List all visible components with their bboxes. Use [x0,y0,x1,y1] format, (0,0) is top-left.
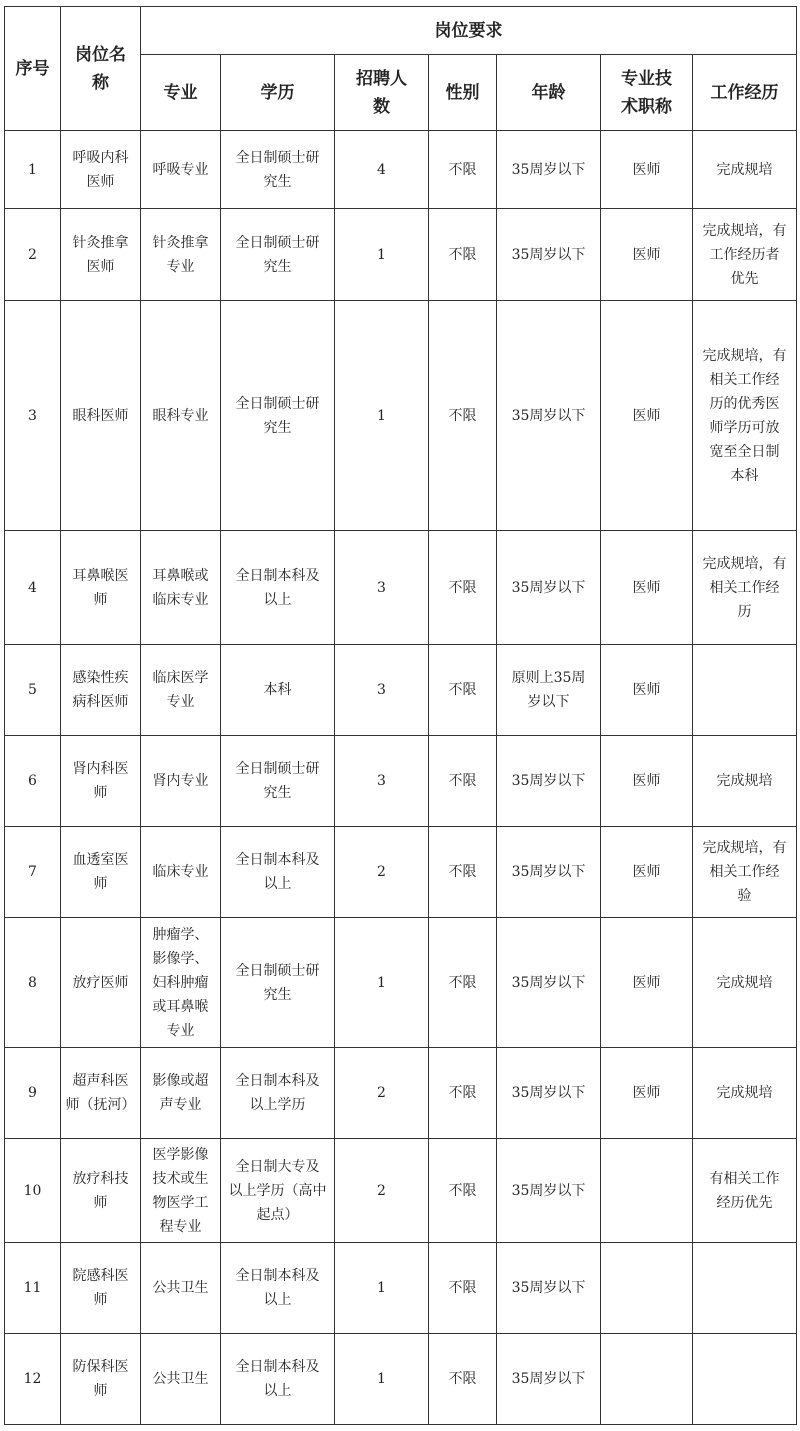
cell-headcount [335,918,429,1048]
cell-age-text: 35周岁以下 [511,1085,586,1101]
cell-position [61,645,141,736]
cell-seq-text: 6 [28,773,37,789]
cell-headcount [335,1048,429,1139]
cell-major [141,531,221,645]
cell-headcount-text: 3 [377,682,386,698]
cell-age [497,301,601,531]
cell-headcount-text: 2 [377,1085,386,1101]
cell-experience-text: 完成规培 [716,161,773,178]
cell-major-text: 呼吸专业 [152,161,209,178]
cell-seq-text: 11 [23,1280,42,1296]
cell-title [601,918,693,1048]
cell-age [497,531,601,645]
cell-major [141,209,221,301]
cell-headcount [335,1243,429,1334]
cell-position [61,209,141,301]
cell-headcount [335,1334,429,1425]
cell-seq-text: 4 [28,579,37,596]
cell-age [497,1048,601,1139]
cell-experience [693,209,797,301]
cell-position-text: 肾内科医 师 [72,761,129,801]
cell-seq [5,1139,61,1243]
cell-position-text: 血透室医 师 [72,852,129,892]
cell-seq-text: 10 [23,1182,42,1199]
cell-title-text: 医师 [632,1085,661,1101]
cell-gender [429,209,497,301]
cell-education-text: 全日制本科及 以上 [235,1359,320,1399]
cell-major-text: 耳鼻喉或 临床专业 [152,567,209,608]
cell-age-text: 35周岁以下 [511,407,586,424]
cell-seq [5,209,61,301]
cell-position-text: 放疗科技 师 [72,1170,129,1211]
cell-headcount-text: 2 [377,864,386,880]
cell-seq-text: 7 [28,864,37,880]
cell-major [141,827,221,918]
cell-major-text: 肾内专业 [152,773,209,789]
cell-position [61,918,141,1048]
cell-position [61,1048,141,1139]
cell-major [141,918,221,1048]
cell-headcount-text: 1 [377,974,386,991]
cell-headcount-text: 2 [377,1182,386,1199]
cell-headcount-text: 1 [377,407,386,424]
cell-headcount-text: 1 [377,246,386,263]
cell-seq [5,301,61,531]
cell-title [601,827,693,918]
cell-age-text: 35周岁以下 [511,1182,586,1199]
cell-major [141,1243,221,1334]
cell-major-text: 影像或超 声专业 [152,1073,209,1113]
table-row [5,1334,797,1425]
cell-gender-text: 不限 [448,1371,477,1387]
cell-headcount [335,1139,429,1243]
recruitment-table [4,6,797,1425]
cell-position [61,131,141,209]
cell-education-text: 全日制本科及 以上 [235,1268,320,1308]
cell-position [61,1334,141,1425]
cell-experience [693,1243,797,1334]
cell-headcount [335,209,429,301]
cell-gender [429,531,497,645]
cell-gender-text: 不限 [448,773,477,789]
cell-title [601,736,693,827]
cell-education [221,531,335,645]
cell-title [601,645,693,736]
cell-seq [5,645,61,736]
header-education: 学历 [221,55,335,131]
cell-education [221,1243,335,1334]
cell-experience [693,827,797,918]
cell-experience-text: 完成规培，有 相关工作经 验 [702,840,787,904]
cell-title [601,531,693,645]
cell-major-text: 临床医学 专业 [152,670,209,710]
cell-education-text: 全日制硕士研 究生 [235,234,320,275]
cell-age-text: 35周岁以下 [511,773,586,789]
cell-title-text: 医师 [632,579,661,596]
table-row [5,1048,797,1139]
cell-experience-text: 完成规培，有 相关工作经 历 [702,555,787,620]
cell-gender-text: 不限 [448,864,477,880]
cell-age [497,736,601,827]
cell-education [221,131,335,209]
cell-headcount-text: 3 [377,773,386,789]
cell-age-text: 35周岁以下 [511,1280,586,1296]
cell-gender [429,918,497,1048]
cell-age-text: 35周岁以下 [511,974,586,991]
cell-title [601,131,693,209]
cell-experience [693,1139,797,1243]
header-age: 年龄 [497,55,601,131]
cell-education-text: 全日制硕士研 究生 [235,395,320,436]
cell-gender [429,1243,497,1334]
cell-headcount [335,531,429,645]
cell-title [601,1139,693,1243]
cell-gender [429,301,497,531]
cell-headcount [335,736,429,827]
cell-title-text: 医师 [632,246,661,263]
cell-age [497,645,601,736]
cell-position-text: 呼吸内科 医师 [72,149,129,190]
cell-headcount-text: 3 [377,579,386,596]
cell-experience-text: 完成规培，有 相关工作经 历的优秀医 师学历可放 宽至全日制 本科 [702,347,787,484]
cell-age-text: 35周岁以下 [511,1371,586,1387]
cell-seq-text: 1 [28,161,37,178]
cell-title [601,1334,693,1425]
cell-major-text: 医学影像 技术或生 物医学工 程专业 [152,1146,209,1235]
header-position: 岗位名 称 [61,7,141,131]
table-row [5,645,797,736]
cell-gender [429,736,497,827]
cell-education-text: 全日制硕士研 究生 [235,962,320,1003]
table-row [5,131,797,209]
cell-gender [429,1048,497,1139]
cell-major-text: 公共卫生 [152,1280,209,1296]
cell-title [601,1243,693,1334]
cell-education [221,1334,335,1425]
cell-gender-text: 不限 [448,1085,477,1101]
cell-position-text: 眼科医师 [72,407,129,424]
cell-gender [429,827,497,918]
cell-education-text: 全日制本科及 以上 [235,852,320,892]
cell-title-text: 医师 [632,864,661,880]
table-row [5,1243,797,1334]
cell-major [141,736,221,827]
header-experience: 工作经历 [693,55,797,131]
cell-major [141,301,221,531]
cell-education [221,301,335,531]
header-title: 专业技 术职称 [601,55,693,131]
cell-experience-text: 完成规培 [716,974,773,991]
cell-major [141,645,221,736]
cell-experience-text: 有相关工作 经历优先 [709,1170,780,1211]
cell-age [497,131,601,209]
cell-education-text: 全日制大专及 以上学历（高中 起点） [228,1158,327,1223]
cell-position-text: 感染性疾 病科医师 [72,670,129,710]
cell-age [497,1139,601,1243]
cell-position-text: 针灸推拿 医师 [72,234,129,275]
cell-experience [693,531,797,645]
cell-title [601,301,693,531]
cell-position-text: 院感科医 师 [72,1268,129,1308]
cell-title-text: 医师 [632,974,661,991]
cell-experience-text: 完成规培，有 工作经历者 优先 [702,222,787,287]
cell-title [601,1048,693,1139]
cell-headcount [335,301,429,531]
cell-seq [5,1334,61,1425]
cell-title-text: 医师 [632,407,661,424]
cell-position-text: 防保科医 师 [72,1359,129,1399]
cell-seq [5,131,61,209]
cell-headcount-text: 1 [377,1371,386,1387]
cell-experience-text: 完成规培 [716,1085,773,1101]
cell-experience [693,131,797,209]
cell-seq-text: 3 [28,407,37,424]
header-gender: 性别 [429,55,497,131]
header-major: 专业 [141,55,221,131]
cell-experience [693,301,797,531]
cell-education [221,209,335,301]
cell-seq-text: 5 [28,682,37,698]
cell-seq [5,531,61,645]
cell-title-text: 医师 [632,682,661,698]
cell-position-text: 放疗医师 [72,974,129,991]
cell-headcount-text: 1 [377,1280,386,1296]
cell-age [497,918,601,1048]
cell-education [221,645,335,736]
cell-title-text: 医师 [632,161,661,178]
cell-major-text: 针灸推拿 专业 [152,234,209,275]
cell-gender-text: 不限 [448,682,477,698]
cell-age [497,1243,601,1334]
cell-major [141,1048,221,1139]
cell-gender-text: 不限 [448,407,477,424]
cell-gender-text: 不限 [448,161,477,178]
cell-age [497,827,601,918]
cell-age-text: 35周岁以下 [511,579,586,596]
cell-seq [5,827,61,918]
cell-position [61,531,141,645]
cell-experience-text: 完成规培 [716,773,773,789]
cell-experience [693,918,797,1048]
cell-position-text: 超声科医 师（抚河） [65,1073,136,1113]
header-requirements: 岗位要求 [141,7,797,55]
table-row [5,531,797,645]
cell-seq-text: 8 [28,974,37,991]
cell-education [221,1048,335,1139]
cell-age-text: 35周岁以下 [511,864,586,880]
cell-headcount [335,645,429,736]
cell-position-text: 耳鼻喉医 师 [72,567,129,608]
cell-gender-text: 不限 [448,246,477,263]
table-row [5,301,797,531]
cell-major [141,1139,221,1243]
cell-major [141,1334,221,1425]
cell-education [221,1139,335,1243]
cell-experience [693,1048,797,1139]
cell-headcount-text: 4 [377,161,386,178]
header-headcount: 招聘人 数 [335,55,429,131]
cell-gender [429,131,497,209]
cell-age [497,209,601,301]
cell-gender-text: 不限 [448,1182,477,1199]
cell-seq [5,918,61,1048]
cell-seq-text: 2 [28,246,37,263]
cell-headcount [335,131,429,209]
table-row [5,827,797,918]
cell-education-text: 全日制硕士研 究生 [235,149,320,190]
table-row [5,918,797,1048]
cell-major-text: 公共卫生 [152,1371,209,1387]
cell-education [221,827,335,918]
cell-education [221,918,335,1048]
cell-education-text: 全日制本科及 以上学历 [235,1073,320,1113]
table-row [5,209,797,301]
cell-gender-text: 不限 [448,1280,477,1296]
cell-headcount [335,827,429,918]
cell-age-text: 原则上35周 岁以下 [511,670,586,710]
cell-education-text: 全日制硕士研 究生 [235,761,320,801]
cell-major-text: 临床专业 [152,864,209,880]
cell-education [221,736,335,827]
cell-age-text: 35周岁以下 [511,161,586,178]
cell-position [61,736,141,827]
cell-seq [5,1048,61,1139]
cell-gender [429,1334,497,1425]
cell-position [61,1139,141,1243]
cell-age-text: 35周岁以下 [511,246,586,263]
cell-experience [693,1334,797,1425]
cell-seq-text: 9 [28,1085,37,1101]
cell-position [61,301,141,531]
header-seq: 序号 [5,7,61,131]
cell-seq [5,736,61,827]
cell-gender [429,645,497,736]
cell-major-text: 眼科专业 [152,407,209,424]
cell-title-text: 医师 [632,773,661,789]
cell-seq-text: 12 [23,1371,42,1387]
cell-position [61,1243,141,1334]
cell-gender [429,1139,497,1243]
cell-gender-text: 不限 [448,974,477,991]
cell-gender-text: 不限 [448,579,477,596]
cell-experience [693,645,797,736]
cell-seq [5,1243,61,1334]
cell-education-text: 本科 [263,682,292,698]
table-row [5,1139,797,1243]
cell-major [141,131,221,209]
cell-title [601,209,693,301]
cell-age [497,1334,601,1425]
cell-experience [693,736,797,827]
cell-education-text: 全日制本科及 以上 [235,567,320,608]
table-row [5,736,797,827]
cell-major-text: 肿瘤学、 影像学、 妇科肿瘤 或耳鼻喉 专业 [152,926,209,1039]
cell-position [61,827,141,918]
